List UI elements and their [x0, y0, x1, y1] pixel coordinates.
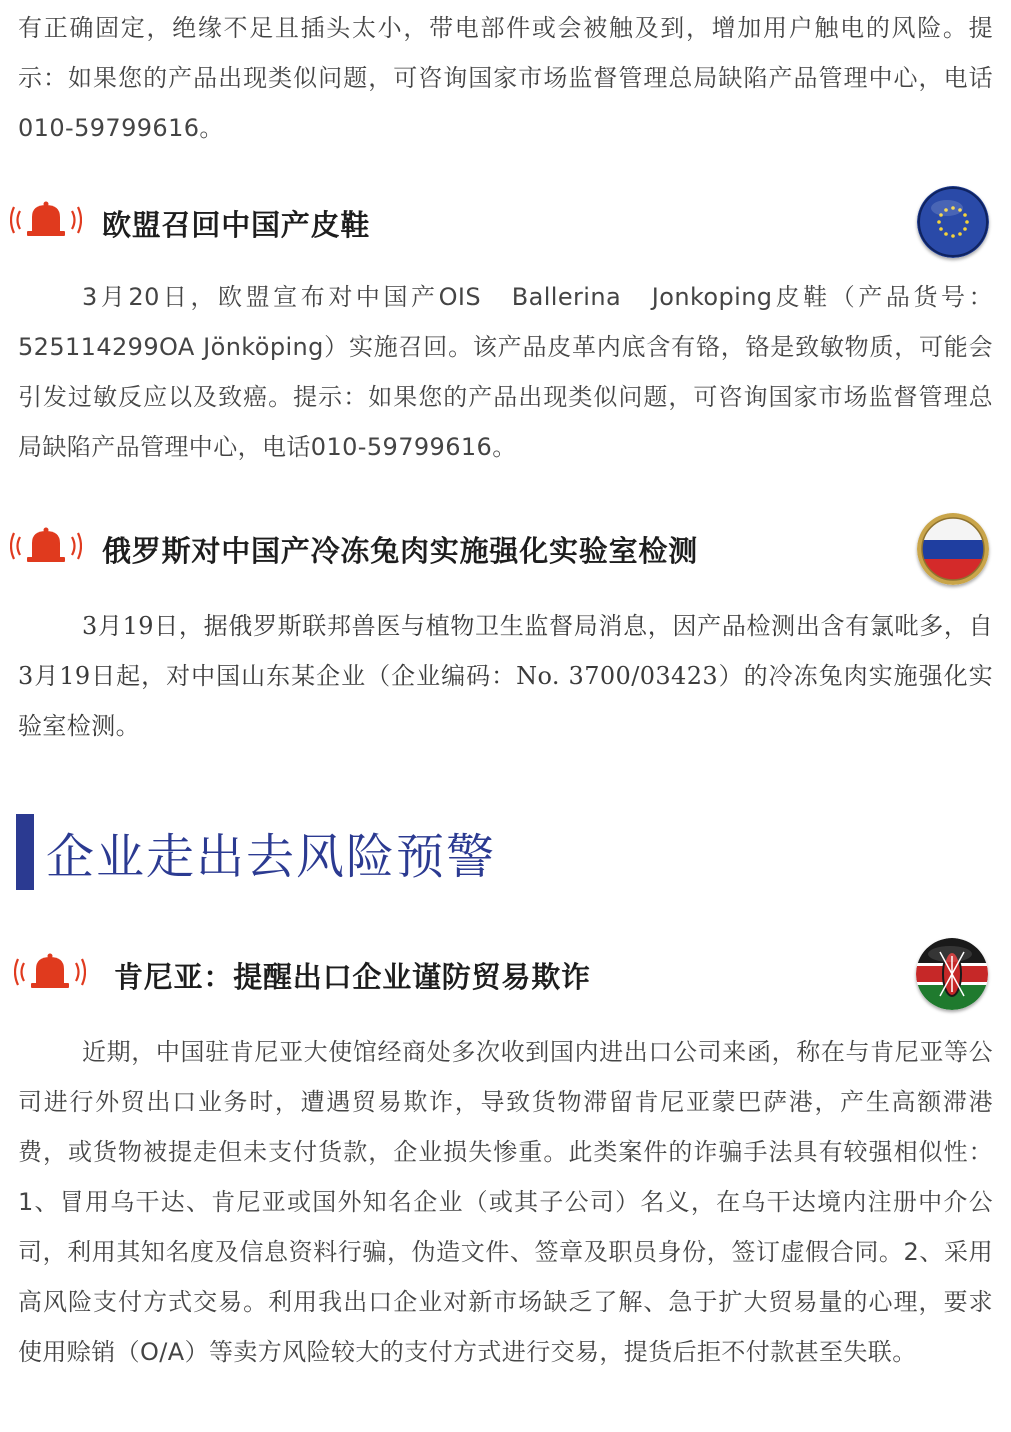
alert-body-russia: 3月19日，据俄罗斯联邦兽医与植物卫生监督局消息，因产品检测出含有氯吡多，自3月19日起，对中国山东某企业（企业编码：No. 3700/03423）的冷冻兔肉实施强化实验室检测。 [18, 612, 993, 740]
alert-title-kenya: 肯尼亚：提醒出口企业谨防贸易欺诈 [114, 960, 591, 994]
eu-flag [917, 186, 989, 258]
alarm-bell-icon [10, 199, 82, 241]
alarm-bell-icon [14, 951, 86, 993]
intro-paragraph: 有正确固定，绝缘不足且插头太小，带电部件或会被触及到，增加用户触电的风险。提示：如果您的产品出现类似问题，可咨询国家市场监督管理总局缺陷产品管理中心，电话010-59799616。 [18, 14, 993, 142]
alert-title-eu: 欧盟召回中国产皮鞋 [102, 208, 371, 242]
alert-title-russia: 俄罗斯对中国产冷冻兔肉实施强化实验室检测 [102, 534, 699, 568]
alarm-bell-icon [10, 525, 82, 567]
alert-body-kenya: 近期，中国驻肯尼亚大使馆经商处多次收到国内进出口公司来函，称在与肯尼亚等公司进行外贸出口业务时，遭遇贸易欺诈，导致货物滞留肯尼亚蒙巴萨港，产生高额滞港费，或货物被提走但未支付货款，企业损失惨重。此类案件的诈骗手法具有较强相似性：1、冒用乌干达、肯尼亚或国外知名企业（或其子公司）名义，在乌干达境内注册中介公司，利用其知名度及信息资料行骗，伪造文件、签章及职员身份，签订虚假合同。2、采用高风险支付方式交易。利用我出口企业对新市场缺乏了解、急于扩大贸易量的心理，要求使用赊销（O/A）等卖方风险较大的支付方式进行交易，提货后拒不付款甚至失联。 [18, 1038, 993, 1366]
section-title: 企业走出去风险预警 [46, 829, 497, 885]
alert-body-eu: 3月20日，欧盟宣布对中国产OIS Ballerina Jonkoping皮鞋（产品货号：525114299OA Jönköping）实施召回。该产品皮革内底含有铬，铬是致敏物质，可能会引发过敏反应以及致癌。提示：如果您的产品出现类似问题，可咨询国家市场监督管理总局缺陷产品管理中心，电话010-59799616。 [18, 283, 993, 461]
russia-flag [917, 513, 989, 585]
section-accent-bar [16, 814, 34, 890]
kenya-flag [916, 938, 988, 1010]
